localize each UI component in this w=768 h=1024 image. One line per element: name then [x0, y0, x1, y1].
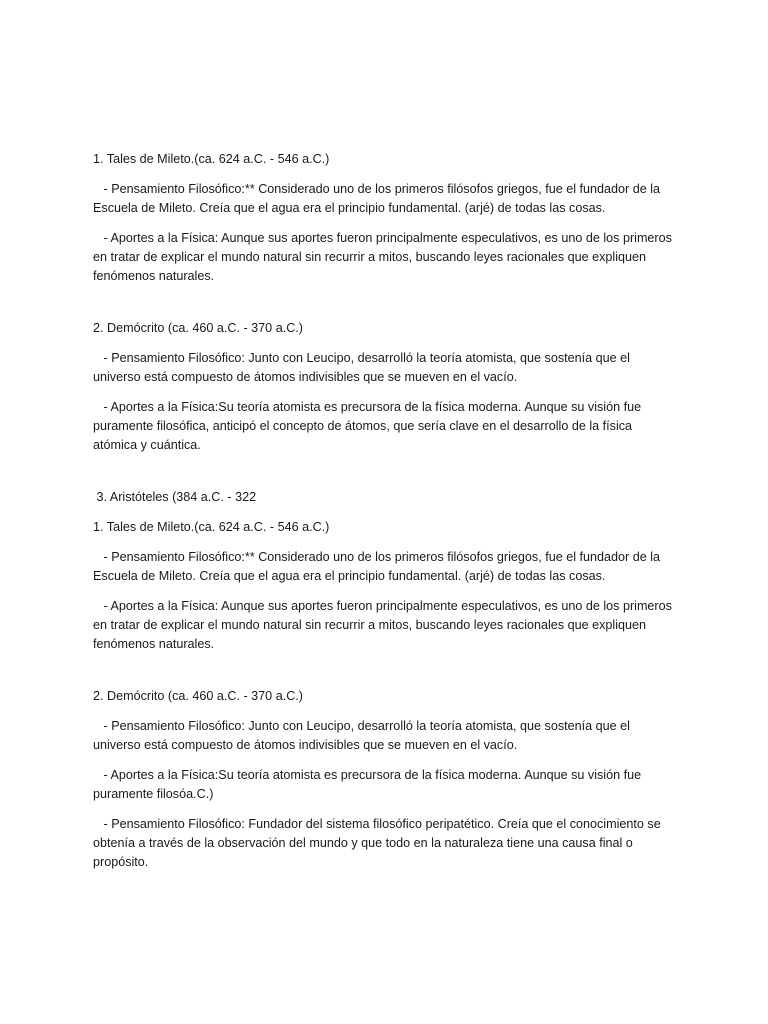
heading-democrito-1: 2. Demócrito (ca. 460 a.C. - 370 a.C.) — [93, 321, 303, 335]
heading-tales-1: 1. Tales de Mileto.(ca. 624 a.C. - 546 a.C.) — [93, 152, 330, 166]
paragraph-aristoteles-pensamiento: - Pensamiento Filosófico: Fundador del sistema filosófico peripatético. Creía que el conocimiento se obtenía a través de la observación del mundo y que todo en la naturaleza tiene una causa final o propósito. — [93, 817, 665, 869]
paragraph-democrito-aportes-2: - Aportes a la Física:Su teoría atomista es precursora de la física moderna. Aunque su visión fue puramente filosóa.C.) — [93, 768, 645, 801]
paragraph-tales-aportes-2: - Aportes a la Física: Aunque sus aportes fueron principalmente especulativos, es uno de los primeros en tratar de explicar el mundo natural sin recurrir a mitos, buscando leyes racionales que expliquen fenómenos naturales. — [93, 599, 676, 651]
paragraph-democrito-pensamiento-2: - Pensamiento Filosófico: Junto con Leucipo, desarrolló la teoría atomista, que sostenía que el universo está compuesto de átomos indivisibles que se mueven en el vacío. — [93, 719, 634, 752]
paragraph-tales-pensamiento-2: - Pensamiento Filosófico:** Considerado uno de los primeros filósofos griegos, fue el fundador de la Escuela de Mileto. Creía que el agua era el principio fundamental. (arjé) de todas las cosas. — [93, 550, 664, 583]
spacer — [93, 466, 673, 488]
heading-tales-2: 1. Tales de Mileto.(ca. 624 a.C. - 546 a.C.) — [93, 520, 330, 534]
paragraph-democrito-aportes-1: - Aportes a la Física:Su teoría atomista es precursora de la física moderna. Aunque su visión fue puramente filosófica, anticipó el concepto de átomos, que sería clave en el desarrollo de la física atómica y cuántica. — [93, 400, 645, 452]
document-body — [93, 150, 676, 883]
paragraph-tales-aportes-1: - Aportes a la Física: Aunque sus aportes fueron principalmente especulativos, es uno de los primeros en tratar de explicar el mundo natural sin recurrir a mitos, buscando leyes racionales que expliquen fenómenos naturales. — [93, 231, 676, 283]
paragraph-democrito-pensamiento-1: - Pensamiento Filosófico: Junto con Leucipo, desarrolló la teoría atomista, que sostenía que el universo está compuesto de átomos indivisibles que se mueven en el vacío. — [93, 351, 634, 384]
spacer — [93, 297, 673, 319]
heading-aristoteles: 3. Aristóteles (384 a.C. - 322 — [93, 490, 257, 504]
paragraph-tales-pensamiento-1: - Pensamiento Filosófico:** Considerado uno de los primeros filósofos griegos, fue el fundador de la Escuela de Mileto. Creía que el agua era el principio fundamental. (arjé) de todas las cosas. — [93, 182, 664, 215]
heading-democrito-2: 2. Demócrito (ca. 460 a.C. - 370 a.C.) — [93, 689, 303, 703]
spacer — [93, 665, 673, 687]
